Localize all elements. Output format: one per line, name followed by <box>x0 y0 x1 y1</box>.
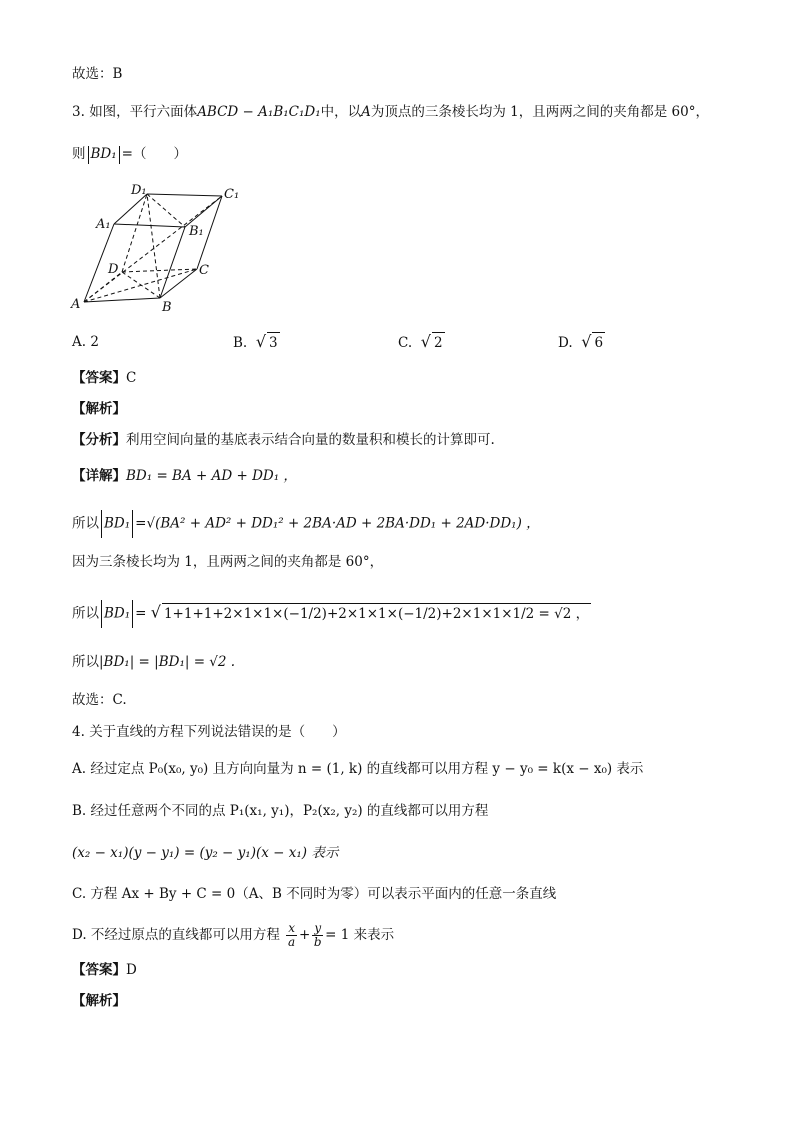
option-a: A. 2 <box>72 334 99 350</box>
analysis-3-heading: 【解析】 <box>72 401 126 417</box>
label-A: A <box>71 297 81 312</box>
answer-3: 【答案】C <box>72 370 137 386</box>
detail-3-eq3: 所以 BD₁ = √ 1+1+1+2×1×1×(−1/2)+2×1×1×(−1/2)+2×1×1×1/2 = √2 ， <box>72 600 591 628</box>
edge-D-C <box>122 269 197 272</box>
label-D1: D₁ <box>131 183 147 198</box>
edge-D1-C1 <box>147 194 222 196</box>
question-4-option-d: D. 不经过原点的直线都可以用方程 $\frac{x}{a}$ + $\frac{y}{b}$ = 1 来表示 <box>72 921 395 949</box>
detail-3-because: 因为三条棱长均为 1，且两两之间的夹角都是 60°， <box>72 554 384 570</box>
question-3-stem: 3. 如图，平行六面体ABCD − A₁B₁C₁D₁中，以A为顶点的三条棱长均为 1，且两两之间的夹角都是 60°， <box>72 104 709 120</box>
label-C: C <box>199 263 209 278</box>
question-4-option-b-line2: (x₂ − x₁)(y − y₁) = (y₂ − y₁)(x − x₁) 表示 <box>72 845 339 861</box>
detail-3-eq4: 所以|BD₁| = |BD₁| = √2 . <box>72 654 236 670</box>
parallelepiped-figure <box>68 180 248 315</box>
label-D: D <box>108 262 119 277</box>
option-d: D. √ 6 <box>558 332 604 351</box>
question-4-option-c: C. 方程 Ax + By + C = 0（A、B 不同时为零）可以表示平面内的任意一条直线 <box>72 886 557 902</box>
edge-B-B1 <box>160 227 185 298</box>
label-C1: C₁ <box>224 187 240 202</box>
edge-A1-B1 <box>114 224 185 227</box>
option-c: C. √ 2 <box>398 332 443 351</box>
question-4-stem: 4. 关于直线的方程下列说法错误的是（ ） <box>72 724 346 740</box>
answer-4: 【答案】D <box>72 962 137 978</box>
select-c: 故选：C. <box>72 692 127 708</box>
option-b: B. √ 3 <box>233 332 278 351</box>
question-4-option-b-line1: B. 经过任意两个不同的点 P₁(x₁, y₁)，P₂(x₂, y₂) 的直线都可以用方程 <box>72 803 489 819</box>
edge-A-B <box>84 298 160 302</box>
label-B: B <box>162 300 172 315</box>
detail-3-eq2: 所以 BD₁ =√(BA² + AD² + DD₁² + 2BA·AD + 2BA·DD₁ + 2AD·DD₁) ， <box>72 510 540 538</box>
diag-D1-B1 <box>147 194 185 227</box>
prev-answer: 故选：B <box>72 66 123 82</box>
label-A1: A₁ <box>96 217 111 232</box>
question-4-option-a: A. 经过定点 P₀(x₀, y₀) 且方向向量为 n = (1, k) 的直线都可以用方程 y − y₀ = k(x − x₀) 表示 <box>72 761 644 777</box>
analysis-3-summary: 【分析】利用空间向量的基底表示结合向量的数量积和模长的计算即可. <box>72 432 495 448</box>
detail-3-eq1: 【详解】BD₁ = BA + AD + DD₁ ， <box>72 468 297 484</box>
question-3-ask: 则 BD₁ =（ ） <box>72 146 187 162</box>
diag-A-C <box>84 269 197 302</box>
diag-B-D1 <box>147 194 160 298</box>
analysis-4-heading: 【解析】 <box>72 993 126 1009</box>
label-B1: B₁ <box>189 224 204 239</box>
